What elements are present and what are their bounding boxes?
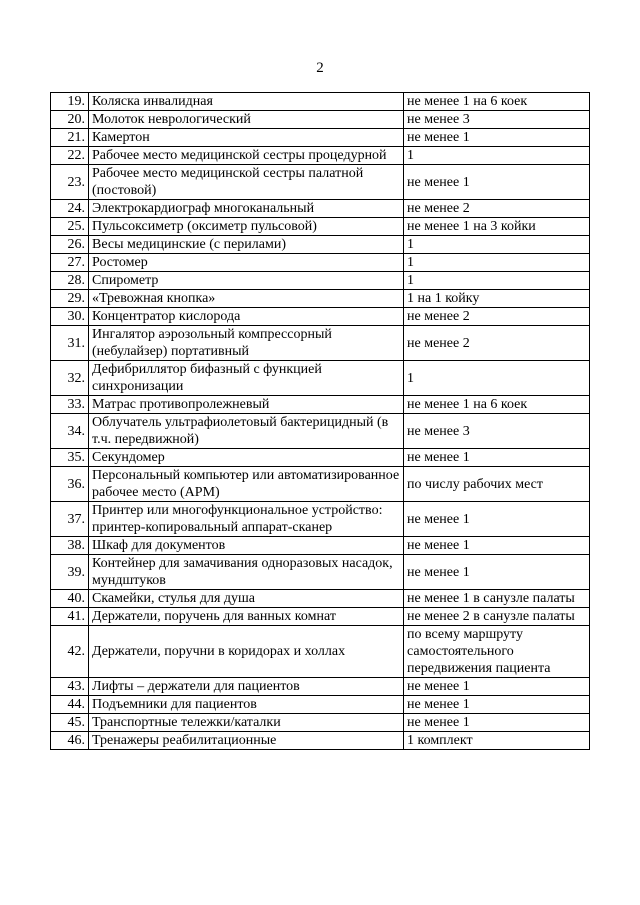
row-number: 42. bbox=[51, 626, 89, 678]
table-row bbox=[51, 361, 590, 396]
equipment-name: Секундомер bbox=[89, 449, 404, 467]
table-row bbox=[51, 714, 590, 732]
row-number: 36. bbox=[51, 467, 89, 502]
table-row bbox=[51, 678, 590, 696]
row-number: 40. bbox=[51, 590, 89, 608]
equipment-quantity: не менее 1 в санузле палаты bbox=[404, 590, 590, 608]
row-number: 34. bbox=[51, 414, 89, 449]
equipment-quantity: по всему маршруту самостоятельного передвижения пациента bbox=[404, 626, 590, 678]
row-number: 43. bbox=[51, 678, 89, 696]
equipment-name: Транспортные тележки/каталки bbox=[89, 714, 404, 732]
equipment-name: Облучатель ультрафиолетовый бактерицидный (в т.ч. передвижной) bbox=[89, 414, 404, 449]
equipment-name: Матрас противопролежневый bbox=[89, 396, 404, 414]
equipment-name: Держатели, поручень для ванных комнат bbox=[89, 608, 404, 626]
equipment-table-body bbox=[51, 93, 590, 750]
equipment-quantity: 1 bbox=[404, 272, 590, 290]
equipment-quantity: не менее 2 в санузле палаты bbox=[404, 608, 590, 626]
row-number: 19. bbox=[51, 93, 89, 111]
equipment-name: «Тревожная кнопка» bbox=[89, 290, 404, 308]
table-row bbox=[51, 147, 590, 165]
table-row bbox=[51, 502, 590, 537]
table-row bbox=[51, 537, 590, 555]
equipment-name: Шкаф для документов bbox=[89, 537, 404, 555]
table-row bbox=[51, 555, 590, 590]
equipment-quantity: не менее 3 bbox=[404, 111, 590, 129]
equipment-quantity: не менее 2 bbox=[404, 200, 590, 218]
table-row bbox=[51, 111, 590, 129]
equipment-name: Тренажеры реабилитационные bbox=[89, 732, 404, 750]
equipment-name: Контейнер для замачивания одноразовых насадок, мундштуков bbox=[89, 555, 404, 590]
equipment-name: Ингалятор аэрозольный компрессорный (небулайзер) портативный bbox=[89, 326, 404, 361]
table-row bbox=[51, 326, 590, 361]
equipment-name: Рабочее место медицинской сестры процедурной bbox=[89, 147, 404, 165]
equipment-table bbox=[50, 92, 590, 750]
table-row bbox=[51, 414, 590, 449]
equipment-quantity: не менее 1 bbox=[404, 502, 590, 537]
row-number: 37. bbox=[51, 502, 89, 537]
row-number: 41. bbox=[51, 608, 89, 626]
row-number: 22. bbox=[51, 147, 89, 165]
equipment-name: Концентратор кислорода bbox=[89, 308, 404, 326]
row-number: 33. bbox=[51, 396, 89, 414]
equipment-quantity: не менее 2 bbox=[404, 308, 590, 326]
equipment-name: Держатели, поручни в коридорах и холлах bbox=[89, 626, 404, 678]
equipment-name: Подъемники для пациентов bbox=[89, 696, 404, 714]
page-number: 2 bbox=[316, 60, 324, 76]
table-row bbox=[51, 590, 590, 608]
row-number: 28. bbox=[51, 272, 89, 290]
row-number: 26. bbox=[51, 236, 89, 254]
equipment-name: Рабочее место медицинской сестры палатной (постовой) bbox=[89, 165, 404, 200]
equipment-quantity: не менее 1 на 3 койки bbox=[404, 218, 590, 236]
equipment-quantity: 1 bbox=[404, 147, 590, 165]
equipment-quantity: не менее 1 bbox=[404, 678, 590, 696]
table-row bbox=[51, 93, 590, 111]
equipment-name: Дефибриллятор бифазный с функцией синхронизации bbox=[89, 361, 404, 396]
table-row bbox=[51, 626, 590, 678]
row-number: 46. bbox=[51, 732, 89, 750]
table-row bbox=[51, 254, 590, 272]
table-row bbox=[51, 165, 590, 200]
table-row bbox=[51, 396, 590, 414]
equipment-quantity: не менее 1 bbox=[404, 714, 590, 732]
row-number: 44. bbox=[51, 696, 89, 714]
equipment-quantity: не менее 2 bbox=[404, 326, 590, 361]
row-number: 30. bbox=[51, 308, 89, 326]
table-row bbox=[51, 290, 590, 308]
equipment-quantity: не менее 1 bbox=[404, 129, 590, 147]
table-row bbox=[51, 732, 590, 750]
table-row bbox=[51, 608, 590, 626]
row-number: 24. bbox=[51, 200, 89, 218]
table-row bbox=[51, 236, 590, 254]
row-number: 45. bbox=[51, 714, 89, 732]
equipment-name: Камертон bbox=[89, 129, 404, 147]
equipment-name: Персональный компьютер или автоматизированное рабочее место (АРМ) bbox=[89, 467, 404, 502]
equipment-name: Лифты – держатели для пациентов bbox=[89, 678, 404, 696]
equipment-name: Весы медицинские (с перилами) bbox=[89, 236, 404, 254]
equipment-quantity: не менее 1 bbox=[404, 165, 590, 200]
row-number: 38. bbox=[51, 537, 89, 555]
equipment-name: Пульсоксиметр (оксиметр пульсовой) bbox=[89, 218, 404, 236]
table-row bbox=[51, 272, 590, 290]
row-number: 32. bbox=[51, 361, 89, 396]
table-row bbox=[51, 696, 590, 714]
equipment-name: Коляска инвалидная bbox=[89, 93, 404, 111]
equipment-quantity: не менее 1 bbox=[404, 449, 590, 467]
equipment-quantity: не менее 1 bbox=[404, 555, 590, 590]
equipment-quantity: по числу рабочих мест bbox=[404, 467, 590, 502]
equipment-quantity: не менее 1 на 6 коек bbox=[404, 396, 590, 414]
table-row bbox=[51, 218, 590, 236]
equipment-quantity: не менее 1 на 6 коек bbox=[404, 93, 590, 111]
row-number: 20. bbox=[51, 111, 89, 129]
row-number: 25. bbox=[51, 218, 89, 236]
equipment-quantity: 1 комплект bbox=[404, 732, 590, 750]
row-number: 23. bbox=[51, 165, 89, 200]
table-row bbox=[51, 467, 590, 502]
equipment-quantity: не менее 1 bbox=[404, 537, 590, 555]
row-number: 39. bbox=[51, 555, 89, 590]
equipment-name: Принтер или многофункциональное устройство: принтер-копировальный аппарат-сканер bbox=[89, 502, 404, 537]
table-row bbox=[51, 308, 590, 326]
equipment-quantity: 1 bbox=[404, 254, 590, 272]
equipment-name: Скамейки, стулья для душа bbox=[89, 590, 404, 608]
equipment-quantity: не менее 3 bbox=[404, 414, 590, 449]
table-row bbox=[51, 200, 590, 218]
equipment-name: Молоток неврологический bbox=[89, 111, 404, 129]
row-number: 21. bbox=[51, 129, 89, 147]
equipment-quantity: не менее 1 bbox=[404, 696, 590, 714]
equipment-quantity: 1 на 1 койку bbox=[404, 290, 590, 308]
equipment-name: Ростомер bbox=[89, 254, 404, 272]
equipment-name: Спирометр bbox=[89, 272, 404, 290]
equipment-quantity: 1 bbox=[404, 361, 590, 396]
row-number: 35. bbox=[51, 449, 89, 467]
row-number: 29. bbox=[51, 290, 89, 308]
table-row bbox=[51, 129, 590, 147]
table-row bbox=[51, 449, 590, 467]
row-number: 27. bbox=[51, 254, 89, 272]
equipment-quantity: 1 bbox=[404, 236, 590, 254]
equipment-name: Электрокардиограф многоканальный bbox=[89, 200, 404, 218]
row-number: 31. bbox=[51, 326, 89, 361]
